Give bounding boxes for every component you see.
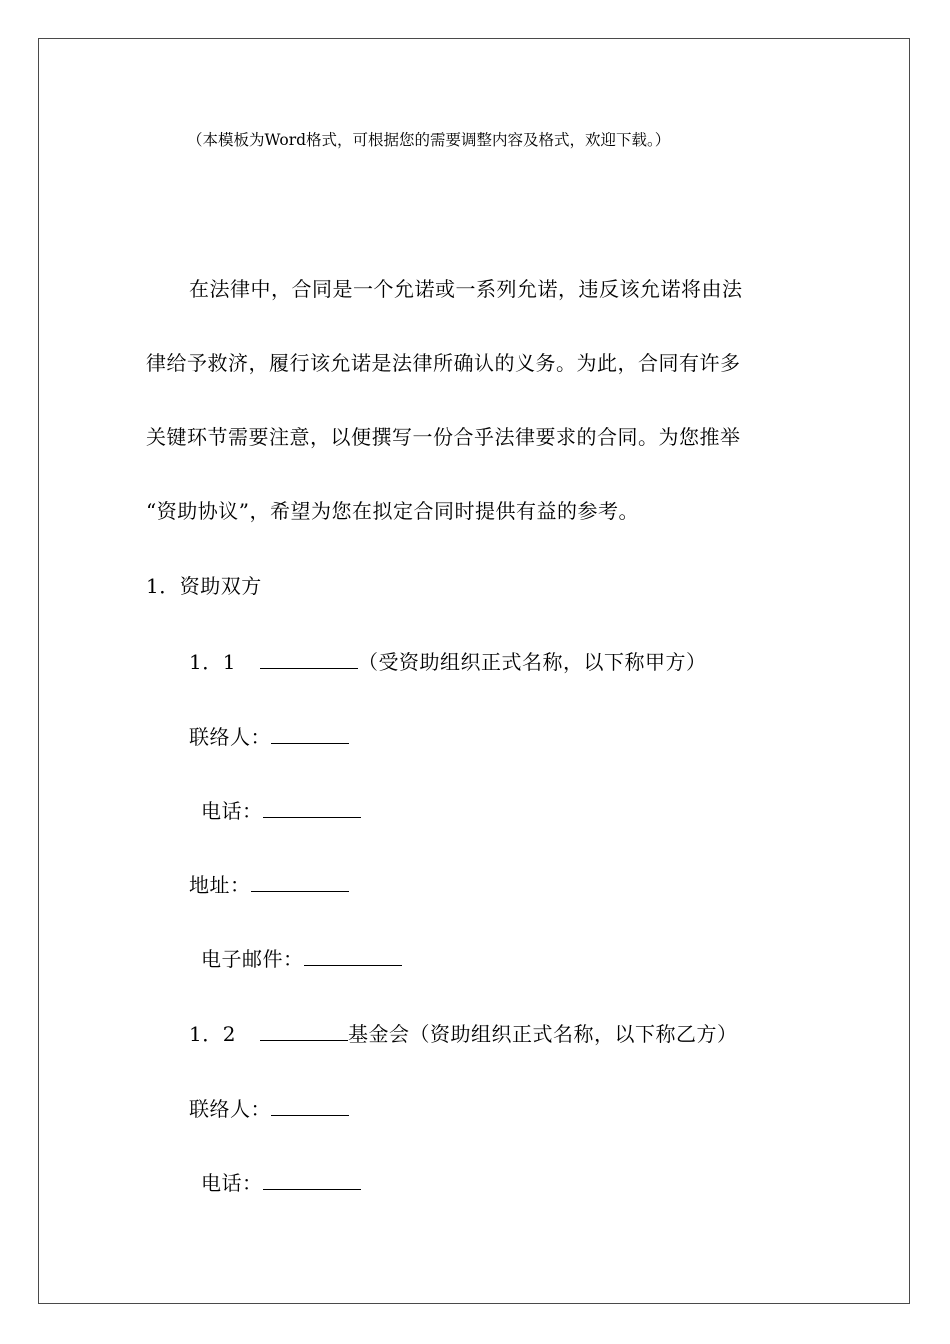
party-a-contact-blank: [271, 725, 349, 744]
party-a-contact: [189, 725, 349, 749]
party-a-address: [189, 873, 349, 897]
section-heading-parties: 1．资助双方: [146, 574, 262, 598]
party-a-name-blank: [260, 650, 358, 669]
party-b-phone-label: 电话：: [201, 1171, 263, 1195]
party-b-contact-label: 联络人：: [189, 1097, 271, 1121]
party-a-line: [189, 650, 706, 674]
party-a-contact-label: 联络人：: [189, 725, 271, 749]
party-b-desc: （资助组织正式名称，以下称乙方）: [409, 1022, 738, 1046]
intro-line-1: 在法律中，合同是一个允诺或一系列允诺，违反该允诺将由法: [189, 277, 743, 301]
party-a-phone: [201, 799, 361, 823]
party-b-phone: [201, 1171, 361, 1195]
party-a-address-blank: [251, 873, 349, 892]
party-a-address-label: 地址：: [189, 873, 251, 897]
party-b-contact: [189, 1097, 349, 1121]
party-b-line: [189, 1022, 737, 1046]
party-a-phone-blank: [263, 799, 361, 818]
party-a-phone-label: 电话：: [201, 799, 263, 823]
party-a-email: [201, 947, 402, 971]
intro-line-3: 关键环节需要注意，以便撰写一份合乎法律要求的合同。为您推举: [146, 425, 741, 449]
intro-line-4: “资助协议”，希望为您在拟定合同时提供有益的参考。: [146, 499, 639, 523]
party-b-number: 1．2: [189, 1022, 236, 1046]
party-a-number: 1．1: [189, 650, 236, 674]
party-a-desc: （受资助组织正式名称，以下称甲方）: [357, 650, 707, 674]
template-note: （本模板为Word格式，可根据您的需要调整内容及格式，欢迎下载。）: [187, 131, 671, 149]
party-b-name-blank: [260, 1022, 348, 1041]
party-b-suffix: 基金会: [347, 1022, 410, 1046]
party-b-contact-blank: [271, 1097, 349, 1116]
party-b-phone-blank: [263, 1171, 361, 1190]
intro-line-2: 律给予救济，履行该允诺是法律所确认的义务。为此，合同有许多: [146, 351, 741, 375]
party-a-email-label: 电子邮件：: [201, 947, 304, 971]
party-a-email-blank: [304, 947, 402, 966]
